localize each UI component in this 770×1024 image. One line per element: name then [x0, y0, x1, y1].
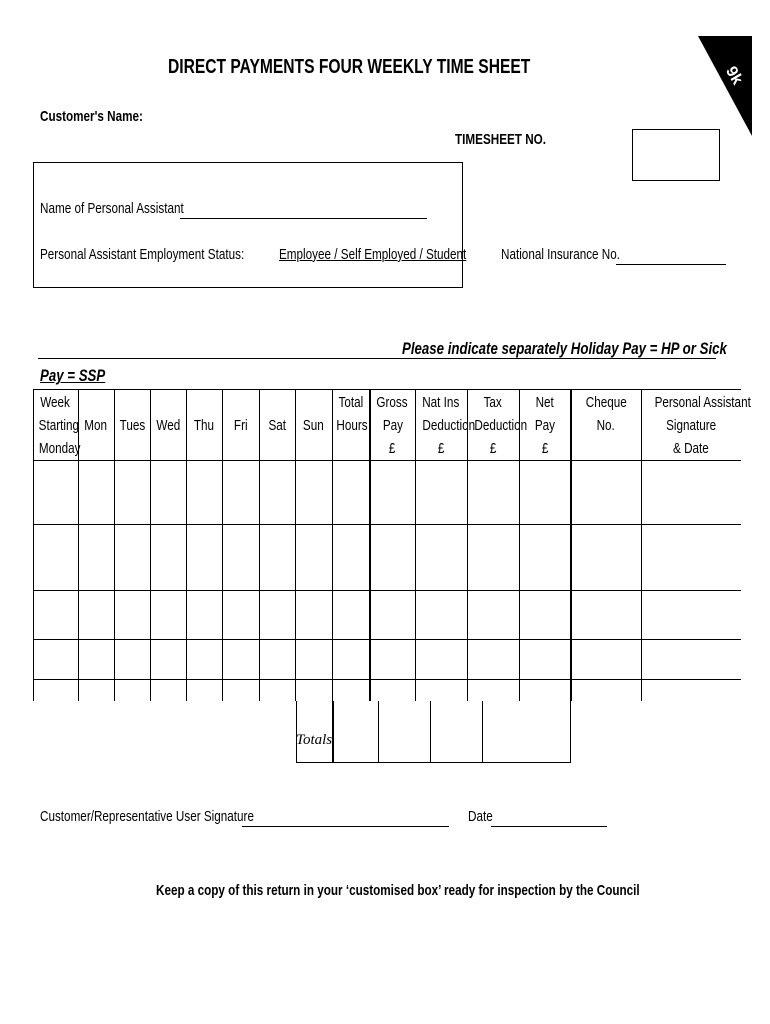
- column-header: [641, 391, 751, 460]
- timesheet-no-field[interactable]: [632, 129, 720, 181]
- column-header-line: Sun: [303, 417, 324, 434]
- pa-status-options[interactable]: Employee / Self Employed / Student: [279, 246, 467, 263]
- column-header: [415, 391, 476, 460]
- corner-badge: [698, 36, 752, 136]
- page-title: DIRECT PAYMENTS FOUR WEEKLY TIME SHEET: [168, 56, 531, 78]
- footer-note: Keep a copy of this return in your ‘customised box’ ready for inspection by the Council: [156, 882, 640, 899]
- column-header-line: £: [541, 440, 549, 457]
- column-header-line: Sat: [268, 417, 286, 434]
- column-header-line: Total: [338, 394, 364, 411]
- column-header: [222, 414, 259, 437]
- column-header: [467, 391, 528, 460]
- sick-pay-notice: Pay = SSP: [40, 366, 106, 385]
- column-header-line: Week: [40, 394, 71, 411]
- holiday-pay-notice: Please indicate separately Holiday Pay = HP or Sick: [402, 339, 727, 358]
- column-header-line: Thu: [193, 417, 215, 434]
- column-header: [332, 391, 370, 437]
- column-header-line: Starting: [38, 417, 80, 434]
- pa-name-field[interactable]: [180, 218, 427, 219]
- column-header-line: Net: [535, 394, 555, 411]
- column-header-line: Pay: [534, 417, 556, 434]
- column-header-line: Monday: [38, 440, 81, 457]
- column-header-line: Pay: [382, 417, 403, 434]
- column-header-line: Gross: [376, 394, 409, 411]
- ni-label: National Insurance No.: [501, 246, 621, 263]
- column-header-line: No.: [596, 417, 616, 434]
- date-field[interactable]: [491, 826, 607, 827]
- column-header: [259, 414, 295, 437]
- column-header-line: Fri: [233, 417, 248, 434]
- column-header-line: & Date: [673, 440, 709, 457]
- column-header: [370, 391, 415, 460]
- column-header: [295, 414, 332, 437]
- column-header: [114, 414, 150, 437]
- column-header-line: £: [389, 440, 396, 457]
- signature-label: Customer/Representative User Signature: [40, 808, 254, 825]
- customer-name-label: Customer's Name:: [40, 108, 143, 125]
- column-header-line: Deduction: [422, 417, 476, 434]
- pa-name-label: Name of Personal Assistant: [40, 200, 184, 217]
- pa-status-label: Personal Assistant Employment Status:: [40, 246, 245, 263]
- notice-underline: [38, 358, 716, 359]
- column-header: [78, 414, 114, 437]
- column-header-line: Deduction: [474, 417, 528, 434]
- corner-badge-text: 9k: [722, 63, 746, 88]
- column-header-line: £: [437, 440, 445, 457]
- column-header: [519, 391, 571, 460]
- column-header-line: Tues: [119, 417, 145, 434]
- column-header: [33, 391, 81, 460]
- date-label: Date: [468, 808, 493, 825]
- column-header-line: Hours: [336, 417, 368, 434]
- column-header-line: Mon: [84, 417, 108, 434]
- timesheet-no-label: TIMESHEET NO.: [455, 131, 547, 148]
- totals-grid[interactable]: [296, 701, 571, 763]
- column-header-line: Wed: [156, 417, 180, 434]
- column-header: [186, 414, 222, 437]
- column-header-line: Tax: [483, 394, 503, 411]
- column-header: [150, 414, 186, 437]
- column-header-line: Personal Assistant: [654, 394, 751, 411]
- column-header-line: Cheque: [585, 394, 627, 411]
- personal-assistant-box: [33, 162, 463, 288]
- totals-label: Totals: [296, 732, 333, 748]
- signature-field[interactable]: [242, 826, 449, 827]
- ni-field[interactable]: [616, 264, 726, 265]
- column-header-line: Signature: [665, 417, 717, 434]
- column-header-line: £: [489, 440, 497, 457]
- column-header-line: Nat Ins: [422, 394, 460, 411]
- column-header: [571, 391, 641, 437]
